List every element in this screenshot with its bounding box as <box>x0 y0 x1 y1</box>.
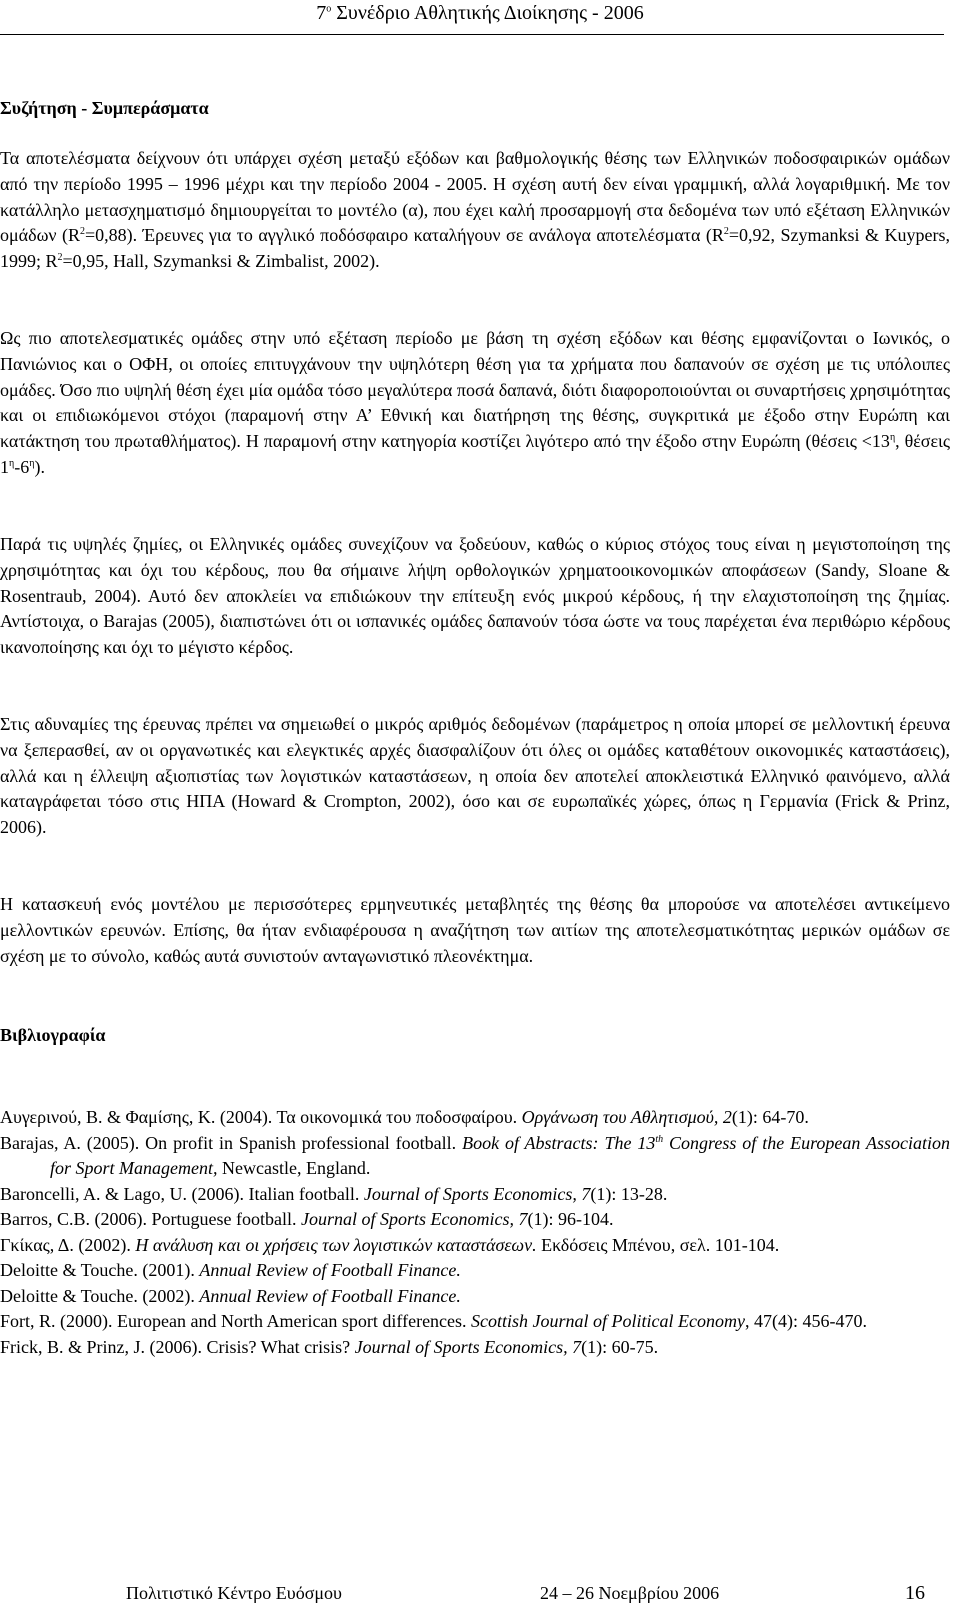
paragraph-limitations: Στις αδυναμίες της έρευνας πρέπει να σημειωθεί ο μικρός αριθμός δεδομένων (παράμετρος η οποία μπορεί σε μελλοντική έρευνα να ξεπερασθεί, αν οι οργανωτικές και ελεγκτικές αρχές διασφαλίζουν ότι όλες οι ομάδες καταθέτουν οικονομικές καταστάσεις), αλλά και η έλλειψη αξιοπιστίας των λογιστικών καταστάσεων, η οποία δεν αποτελεί αποκλειστικά Ελληνικό φαινόμενο, αλλά καταγράφεται τόσο στις ΗΠΑ (Howard & Crompton, 2002), όσο και σε ευρωπαϊκές χώρες, όπως η Γερμανία (Frick & Prinz, 2006). <box>0 714 950 838</box>
section-heading-discussion: Συζήτηση - Συμπεράσματα <box>0 98 209 118</box>
section-heading-bibliography: Βιβλιογραφία <box>0 1025 106 1045</box>
p1-sup-2: 2 <box>723 226 729 238</box>
header-title-number: 7 <box>316 2 327 24</box>
page-number: 16 <box>905 1582 925 1604</box>
reference-item: Baroncelli, A. & Lago, U. (2006). Italian football. Journal of Sports Economics, 7(1): 13-28. <box>0 1183 668 1204</box>
paragraph-losses: Παρά τις υψηλές ζημίες, οι Ελληνικές ομάδες συνεχίζουν να ξοδεύουν, καθώς ο κύριος στόχος τους είναι η μεγιστοποίηση της χρησιμότητας και όχι του κέρδους, που θα σήμαινε λήψη ορθολογικών χρηματοοικονομικών αποφάσεων (Sandy, Sloane & Rosentraub, 2004). Αυτό δεν αποκλείει να επιδιώκουν την επίτευξη ενός μικρού κέρδους, ή την ελαχιστοποίηση της ζημίας. Αντίστοιχα, ο Barajas (2005), διαπιστώνει ότι οι ισπανικές ομάδες δαπανούν τόσα ώστε να τους παρέχεται ένα περιθώριο κέρδους ικανοποίησης και όχι το μέγιστο κέρδος. <box>0 534 950 658</box>
header-rule <box>0 34 944 35</box>
p1-text-4: =0,95, Hall, Szymanksi & Zimbalist, 2002). <box>62 251 380 272</box>
p2-text-1: Ως πιο αποτελεσματικές ομάδες στην υπό εξέταση περίοδο με βάση τη σχέση εξόδων και θέσης εμφανίζονται ο Ιωνικός, ο Πανιώνιος και ο ΟΦΗ, οι οποίες επιτυγχάνουν την υψηλότερη θέση για τα χρήματα που δαπανούν σε σχέση με τις υπόλοιπες ομάδες. Όσο πιο υψηλή θέση έχει μία ομάδα τόσο μεγαλύτερα ποσά δαπανά, διότι διαφοροποιούνται οι συναρτήσεις χρησιμότητας και οι επιδιωκόμενοι στόχοι (παραμονή στην Α’ Εθνική και διατήρηση της θέσης, συγκριτικά με έξοδο στην Ευρώπη και κατάκτηση του πρωταθλήματος). Η παραμονή στην κατηγορία κοστίζει λιγότερο από την έξοδο στην Ευρώπη (θέσεις <13 <box>0 328 950 452</box>
paragraph-results <box>0 146 950 275</box>
p2-text-3: -6 <box>14 456 30 477</box>
header-title-ordinal: ο <box>326 3 332 15</box>
reference-item: Barajas, A. (2005). On profit in Spanish professional football. Book of Abstracts: The 13th Congress of the European Association for Sport Management, Newcastle, England. <box>0 1132 950 1178</box>
p2-sup-3: η <box>29 457 35 469</box>
p2-sup-1: η <box>889 432 896 444</box>
reference-item: Αυγερινού, Β. & Φαμίσης, Κ. (2004). Τα οικονομικά του ποδοσφαίρου. Οργάνωση του Αθλητισμού, 2(1): 64-70. <box>0 1107 809 1127</box>
reference-item: Γκίκας, Δ. (2002). Η ανάλυση και οι χρήσεις των λογιστικών καταστάσεων. Εκδόσεις Μπένου, σελ. 101-104. <box>0 1234 780 1255</box>
p2-sup-2: η <box>9 457 15 469</box>
p2-text-2: , θέσεις 1 <box>0 431 950 477</box>
footer-dates: 24 – 26 Νοεμβρίου 2006 <box>540 1583 720 1603</box>
p1-sup-3: 2 <box>57 252 63 264</box>
reference-item: Deloitte & Touche. (2001). Annual Review of Football Finance. <box>0 1260 461 1280</box>
footer-venue: Πολιτιστικό Κέντρο Ευόσμου <box>126 1583 342 1603</box>
running-header <box>0 0 960 26</box>
paragraph-future-research: Η κατασκευή ενός μοντέλου με περισσότερες ερμηνευτικές μεταβλητές της θέσης θα μπορούσε να αποτελέσει αντικείμενο μελλοντικών ερευνών. Επίσης, θα ήταν ενδιαφέρουσα η αναζήτηση των αιτίων της αποτελεσματικότητας μερικών ομάδων σε σχέση με το σύνολο, καθώς αυτά συνιστούν ανταγωνιστικό πλεονέκτημα. <box>0 894 950 966</box>
p1-text-2: =0,88). Έρευνες για το αγγλικό ποδόσφαιρο καταλήγουν σε ανάλογα αποτελέσματα (R <box>85 225 724 246</box>
paragraph-efficient-teams <box>0 326 950 481</box>
reference-list <box>0 1105 950 1360</box>
p2-text-4: ). <box>34 456 45 477</box>
p1-sup-1: 2 <box>80 226 86 238</box>
p1-text-1: Τα αποτελέσματα δείχνουν ότι υπάρχει σχέση μεταξύ εξόδων και βαθμολογικής θέσης των Ελληνικών ποδοσφαιρικών ομάδων από την περίοδο 1995 – 1996 μέχρι και την περίοδο 2004 - 2005. Η σχέση αυτή δεν είναι γραμμική, αλλά λογαριθμική. Με τον κατάλληλο μετασχηματισμό δημιουργείται το μοντέλο (α), που έχει καλή προσαρμογή στα δεδομένα των υπό εξέταση Ελληνικών ομάδων (R <box>0 148 950 246</box>
p1-text-3: =0,92, Szymanksi & Kuypers, 1999; R <box>0 225 950 272</box>
reference-item: Fort, R. (2000). European and North American sport differences. Scottish Journal of Political Economy, 47(4): 456-470. <box>0 1311 867 1331</box>
header-title-text: Συνέδριο Αθλητικής Διοίκησης - 2006 <box>331 2 644 24</box>
reference-item: Frick, B. & Prinz, J. (2006). Crisis? What crisis? Journal of Sports Economics, 7(1): 60-75. <box>0 1336 659 1357</box>
reference-item: Deloitte & Touche. (2002). Annual Review of Football Finance. <box>0 1285 461 1306</box>
reference-item: Barros, C.B. (2006). Portuguese football. Journal of Sports Economics, 7(1): 96-104. <box>0 1209 614 1229</box>
